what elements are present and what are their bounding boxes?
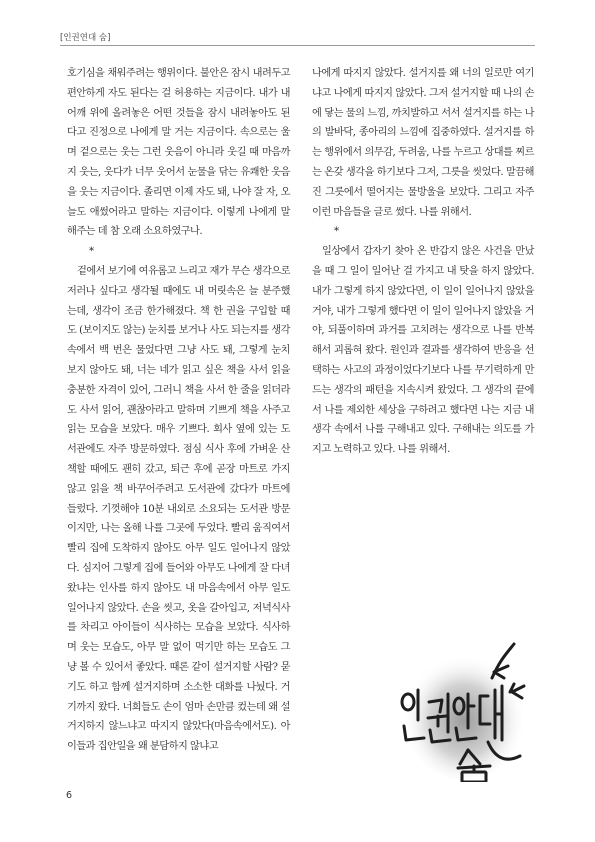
right-column bbox=[312, 64, 534, 460]
right-paragraph-2: 일상에서 갑자기 찾아 온 반갑지 않은 사건을 만났을 때 그 일이 일어난 걸 가지고 내 탓을 하지 않았다. 내가 그렇게 하지 않았다면, 이 일이 일어나지 않았을 거야, 내가 그렇게 했다면 이 일이 일어나지 않았을 거야, 되풀이하며 과거를 고치려는 생각으로 나를 반복해서 괴롭혀 왔다. 원인과 결과를 생각하여 반응을 선택하는 사고의 과정이었다기보다 나를 무기력하게 만드는 생각의 패턴을 지속시켜 왔었다. 그 생각의 끝에서 나를 제외한 세상을 구하려고 했다면 나는 지금 내 생각 속에서 나를 구해내고 있다. 구해내는 의도를 가지고 노력하고 있다. 나를 위해서. bbox=[312, 246, 534, 456]
page-number: 6 bbox=[66, 790, 73, 801]
section-header-label: [인권연대 숨] bbox=[60, 33, 111, 43]
left-column bbox=[67, 64, 290, 757]
header-divider bbox=[60, 45, 535, 46]
calligraphy-logo bbox=[396, 632, 526, 782]
right-paragraph-1: 나에게 따지지 않았다. 설거지를 왜 너의 일로만 여기냐고 나에게 따지지 않았다. 그저 설거지할 때 나의 손에 닿는 물의 느낌, 까치발하고 서서 설거지를 하는 나의 발바닥, 종아리의 느낌에 집중하였다. 설거지를 하는 행위에서 의무감, 두려움, 나를 누르고 상대를 찌르는 온갖 생각을 하기보다 그저, 그릇을 씻었다. 말끔해진 그릇에서 떨어지는 물방울을 보았다. 그리고 자주 이런 마음들을 글로 썼다. 나를 위해서. bbox=[312, 68, 534, 218]
left-paragraph-2: 겉에서 보기에 여유롭고 느리고 재가 무슨 생각으로 저러나 싶다고 생각될 때에도 내 머릿속은 늘 분주했는데, 생각이 조금 한가해졌다. 책 한 권을 구입할 때도 (보이지도 않는) 눈치를 보거나 사도 되는지를 생각 속에서 백 번은 물었다면 그냥 사도 돼, 그렇게 눈치 보지 않아도 돼, 너는 네가 읽고 싶은 책을 사서 읽을 충분한 자격이 있어, 그러니 책을 사서 한 줄을 읽더라도 사서 읽어, 괜찮아라고 말하며 기쁘게 책을 사주고 읽는 모습을 보았다. 매우 기쁘다. 회사 옆에 있는 도서관에도 자주 방문하였다. 점심 식사 후에 가벼운 산책할 때에도 괜히 갔고, 퇴근 후에 곧장 마트로 가지 않고 읽을 책 바꾸어주려고 도서관에 갔다가 마트에 들렀다. 기껏해야 10분 내외로 소요되는 도서관 방문이지만, 나는 올해 나를 그곳에 두었다. 빨리 움직여서 빨리 집에 도착하지 않아도 아무 일도 일어나지 않았다. 심지어 그렇게 집에 들어와 아무도 나에게 잘 다녀왔냐는 인사를 하지 않아도 내 마음속에서 아무 일도 일어나지 않았다. 손을 씻고, 옷을 갈아입고, 저녁식사를 차리고 아이들이 식사하는 모습을 보았다. 식사하며 웃는 모습도, 아무 말 없이 먹기만 하는 모습도 그냥 볼 수 있어서 좋았다. 때론 같이 설거지할 사람? 묻기도 하고 함께 설거지하며 소소한 대화를 나눴다. 거기까지 왔다. 너희들도 손이 엄마 손만큼 컸는데 왜 설거지하지 않느냐고 따지지 않았다(마음속에서도). 아이들과 집안일을 왜 분담하지 않냐고 bbox=[67, 265, 290, 753]
left-asterisk-divider: * bbox=[89, 246, 94, 258]
right-asterisk-divider: * bbox=[334, 226, 339, 238]
left-paragraph-1: 호기심을 채워주려는 행위이다. 불안은 잠시 내려두고 편안하게 자도 된다는 걸 허용하는 지금이다. 내가 내 어깨 위에 올려놓은 어떤 것들을 잠시 내려놓아도 된다고 진정으로 나에게 말 거는 지금이다. 속으로는 울며 겉으로는 웃는 그런 웃음이 아니라 웃길 때 마음까지 웃는, 웃다가 너무 웃어서 눈물을 닦는 유쾌한 웃음을 웃는 지금이다. 졸리면 이제 자도 돼, 나야 잘 자, 오늘도 애썼어라고 말하는 지금이다. 이렇게 나에게 말해주는 데 참 오래 소요하였구나. bbox=[67, 68, 290, 238]
